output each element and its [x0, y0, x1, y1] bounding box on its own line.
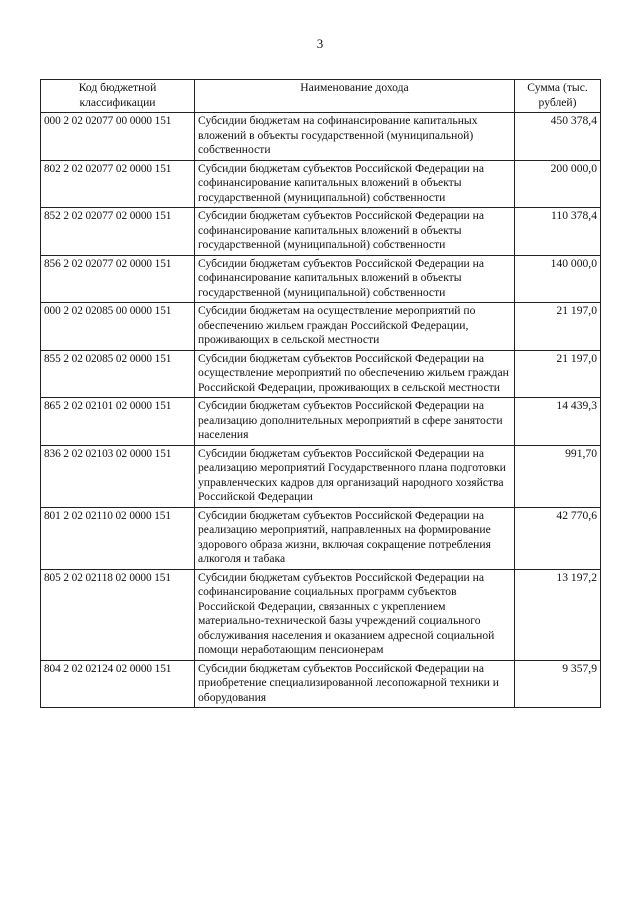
row-code: 801 2 02 02110 02 0000 151	[41, 507, 195, 569]
row-name: Субсидии бюджетам субъектов Российской Федерации на реализацию дополнительных мероприятий в сфере занятости населения	[195, 398, 515, 446]
table-row	[41, 445, 601, 507]
table-row	[41, 208, 601, 256]
row-name: Субсидии бюджетам субъектов Российской Федерации на реализацию мероприятий, направленных на формирование здорового образа жизни, включая сокращение потребления алкоголя и табака	[195, 507, 515, 569]
row-name: Субсидии бюджетам субъектов Российской Федерации на софинансирование капитальных вложений в объекты государственной (муниципальной) собственности	[195, 255, 515, 303]
row-sum: 450 378,4	[515, 113, 601, 161]
row-sum: 991,70	[515, 445, 601, 507]
table-row	[41, 350, 601, 398]
row-name: Субсидии бюджетам субъектов Российской Федерации на приобретение специализированной лесопожарной техники и оборудования	[195, 660, 515, 708]
row-sum: 110 378,4	[515, 208, 601, 256]
row-code: 805 2 02 02118 02 0000 151	[41, 569, 195, 660]
row-sum: 14 439,3	[515, 398, 601, 446]
row-code: 802 2 02 02077 02 0000 151	[41, 160, 195, 208]
row-sum: 21 197,0	[515, 303, 601, 351]
budget-income-table	[40, 79, 601, 708]
row-name: Субсидии бюджетам на софинансирование капитальных вложений в объекты государственной (муниципальной) собственности	[195, 113, 515, 161]
row-code: 855 2 02 02085 02 0000 151	[41, 350, 195, 398]
table-row	[41, 569, 601, 660]
header-code: Код бюджетной классификации	[41, 80, 195, 113]
table-row	[41, 660, 601, 708]
table-row	[41, 255, 601, 303]
table-row	[41, 113, 601, 161]
row-name: Субсидии бюджетам субъектов Российской Федерации на софинансирование капитальных вложений в объекты государственной (муниципальной) собственности	[195, 208, 515, 256]
table-header-row	[41, 80, 601, 113]
row-sum: 42 770,6	[515, 507, 601, 569]
row-code: 000 2 02 02077 00 0000 151	[41, 113, 195, 161]
header-sum: Сумма (тыс. рублей)	[515, 80, 601, 113]
table-row	[41, 507, 601, 569]
table-row	[41, 398, 601, 446]
row-name: Субсидии бюджетам субъектов Российской Федерации на софинансирование социальных программ субъектов Российской Федерации, связанных с укреплением материально-технической базы учреждений социального обслуживания населения и оказанием адресной социальной помощи неработающим пенсионерам	[195, 569, 515, 660]
row-code: 836 2 02 02103 02 0000 151	[41, 445, 195, 507]
row-code: 856 2 02 02077 02 0000 151	[41, 255, 195, 303]
row-code: 000 2 02 02085 00 0000 151	[41, 303, 195, 351]
row-name: Субсидии бюджетам на осуществление мероприятий по обеспечению жильем граждан Российской Федерации, проживающих в сельской местности	[195, 303, 515, 351]
row-name: Субсидии бюджетам субъектов Российской Федерации на реализацию мероприятий Государственного плана подготовки управленческих кадров для организаций народного хозяйства Российской Федерации	[195, 445, 515, 507]
table-row	[41, 160, 601, 208]
row-code: 804 2 02 02124 02 0000 151	[41, 660, 195, 708]
row-sum: 200 000,0	[515, 160, 601, 208]
row-sum: 9 357,9	[515, 660, 601, 708]
row-code: 865 2 02 02101 02 0000 151	[41, 398, 195, 446]
row-sum: 13 197,2	[515, 569, 601, 660]
page-number: 3	[316, 36, 324, 51]
row-name: Субсидии бюджетам субъектов Российской Федерации на осуществление мероприятий по обеспечению жильем граждан Российской Федерации, проживающих в сельской местности	[195, 350, 515, 398]
header-name: Наименование дохода	[195, 80, 515, 113]
row-code: 852 2 02 02077 02 0000 151	[41, 208, 195, 256]
row-name: Субсидии бюджетам субъектов Российской Федерации на софинансирование капитальных вложений в объекты государственной (муниципальной) собственности	[195, 160, 515, 208]
row-sum: 140 000,0	[515, 255, 601, 303]
row-sum: 21 197,0	[515, 350, 601, 398]
table-row	[41, 303, 601, 351]
